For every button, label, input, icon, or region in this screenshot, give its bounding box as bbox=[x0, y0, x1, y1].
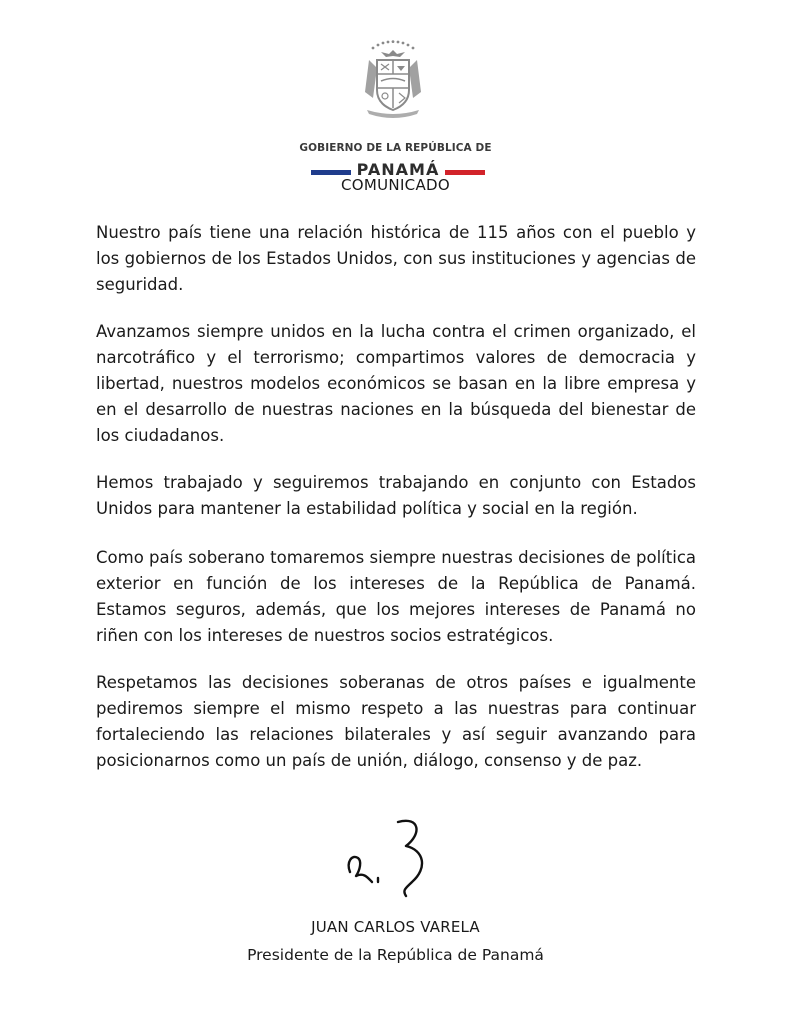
signatory-name: JUAN CARLOS VARELA bbox=[311, 918, 480, 936]
coat-of-arms-icon bbox=[359, 38, 427, 118]
signatory-title: Presidente de la República de Panamá bbox=[247, 946, 544, 964]
paragraph: Nuestro país tiene una relación histórica de 115 años con el pueblo y los gobiernos de los Estados Unidos, con sus instituciones y agencias de seguridad. bbox=[96, 223, 696, 294]
paragraph: Respetamos las decisiones soberanas de otros países e igualmente pediremos siempre el mismo respeto a las nuestras para continuar fortaleciendo las relaciones bilaterales y así seguir avanzando para posicionarnos como un país de unión, diálogo, consenso y de paz. bbox=[96, 673, 696, 770]
paragraph: Avanzamos siempre unidos en la lucha contra el crimen organizado, el narcotráfico y el terrorismo; compartimos valores de democracia y libertad, nuestros modelos económicos se basan en la libre empresa y en el desarrollo de nuestras naciones en la búsqueda del bienestar de los ciudadanos. bbox=[96, 322, 696, 445]
government-logo bbox=[0, 30, 791, 179]
country-name: PANAMÁ bbox=[356, 160, 440, 179]
government-line: GOBIERNO DE LA REPÚBLICA DE bbox=[299, 142, 492, 154]
blue-stripe bbox=[311, 170, 351, 175]
red-stripe bbox=[445, 170, 485, 175]
paragraph: Como país soberano tomaremos siempre nuestras decisiones de política exterior en función de los intereses de la República de Panamá. Estamos seguros, además, que los mejores intereses de Panamá no riñen con los intereses de nuestros socios estratégicos. bbox=[96, 548, 696, 645]
handwritten-signature bbox=[340, 812, 440, 902]
document-title: COMUNICADO bbox=[341, 176, 450, 194]
paragraph: Hemos trabajado y seguiremos trabajando en conjunto con Estados Unidos para mantener la estabilidad política y social en la región. bbox=[96, 473, 696, 518]
